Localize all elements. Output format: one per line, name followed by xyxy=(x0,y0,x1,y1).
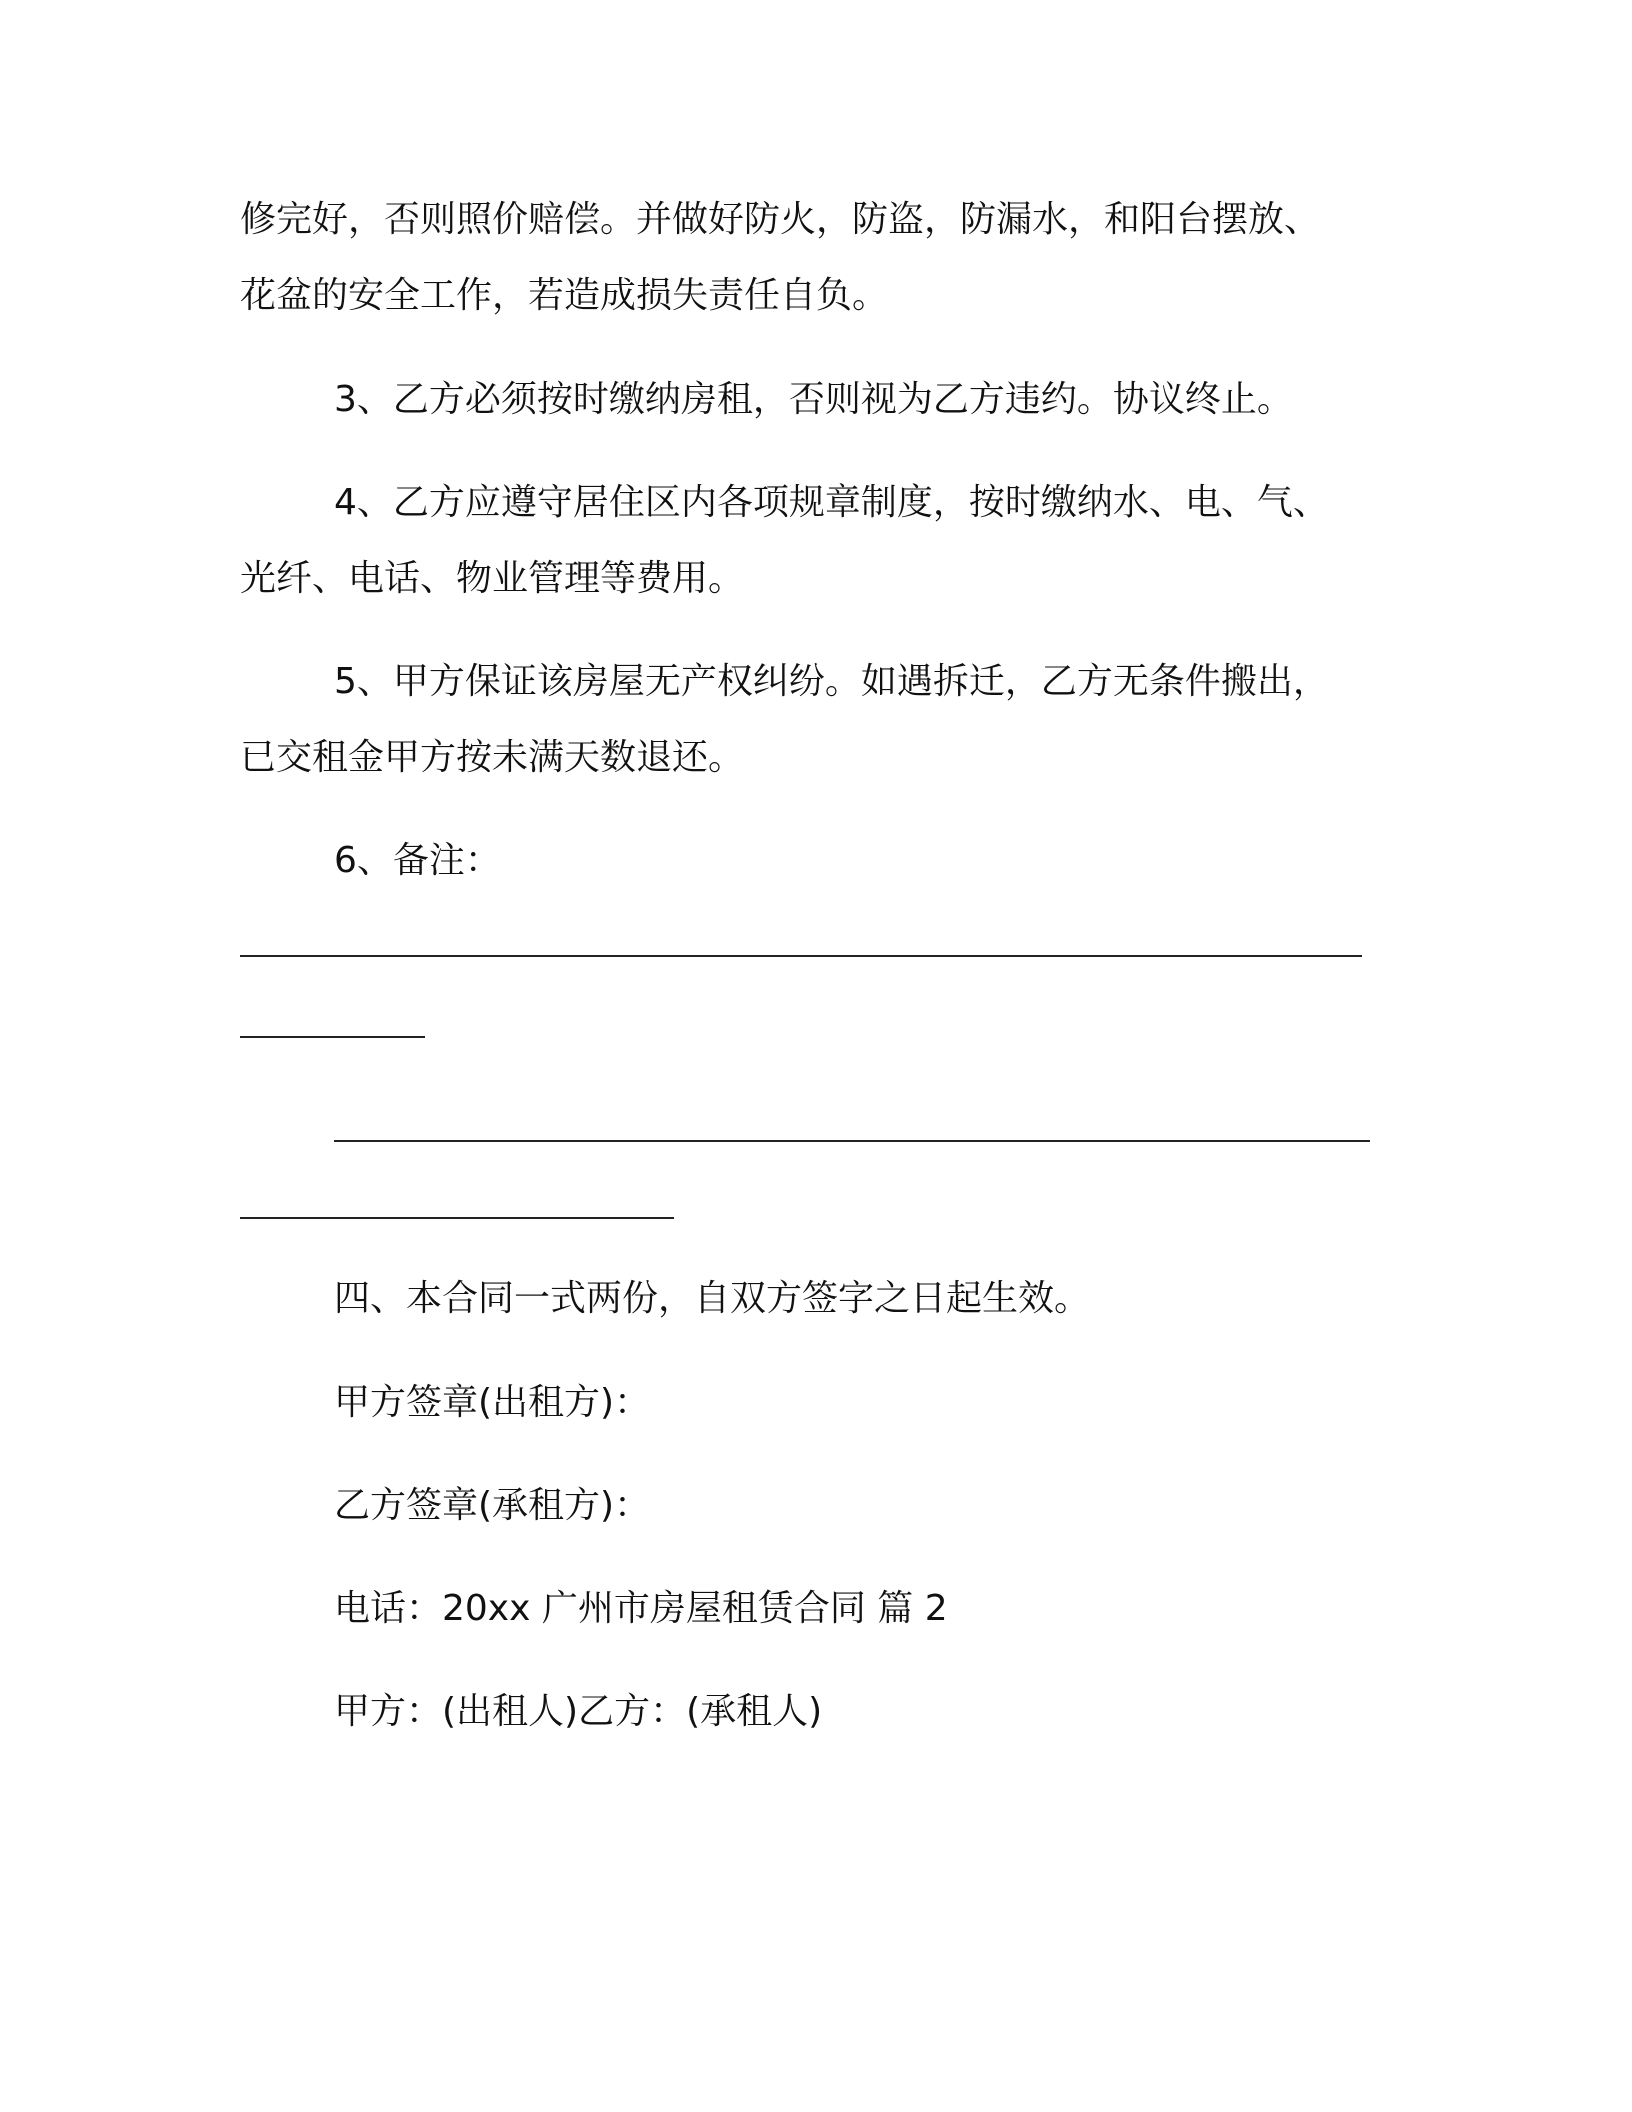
clause-3: 3、乙方必须按时缴纳房租，否则视为乙方违约。协议终止。 xyxy=(334,379,1293,420)
clause-5-line-1: 5、甲方保证该房屋无产权纠纷。如遇拆迁，乙方无条件搬出， xyxy=(334,661,1329,702)
clause-four: 四、本合同一式两份，自双方签字之日起生效。 xyxy=(334,1278,1091,1319)
remarks-blank-line-4 xyxy=(240,1217,674,1219)
paragraph-continued-line-1: 修完好，否则照价赔偿。并做好防火，防盗，防漏水，和阳台摆放、 xyxy=(240,199,1321,240)
clause-5-line-2: 已交租金甲方按未满天数退还。 xyxy=(240,737,745,778)
clause-4-line-1: 4、乙方应遵守居住区内各项规章制度，按时缴纳水、电、气、 xyxy=(334,482,1329,523)
remarks-blank-line-1 xyxy=(240,955,1362,957)
clause-6-remarks: 6、备注： xyxy=(334,840,501,881)
parties-line: 甲方：(出租人)乙方：(承租人) xyxy=(334,1691,823,1732)
phone-line: 电话：20xx 广州市房屋租赁合同 篇 2 xyxy=(334,1588,948,1629)
party-a-signature: 甲方签章(出租方)： xyxy=(334,1382,651,1423)
paragraph-continued-line-2: 花盆的安全工作，若造成损失责任自负。 xyxy=(240,275,889,316)
party-b-signature: 乙方签章(承租方)： xyxy=(334,1485,651,1526)
remarks-blank-line-3 xyxy=(334,1140,1370,1142)
clause-4-line-2: 光纤、电话、物业管理等费用。 xyxy=(240,558,745,599)
remarks-blank-line-2 xyxy=(240,1036,425,1038)
